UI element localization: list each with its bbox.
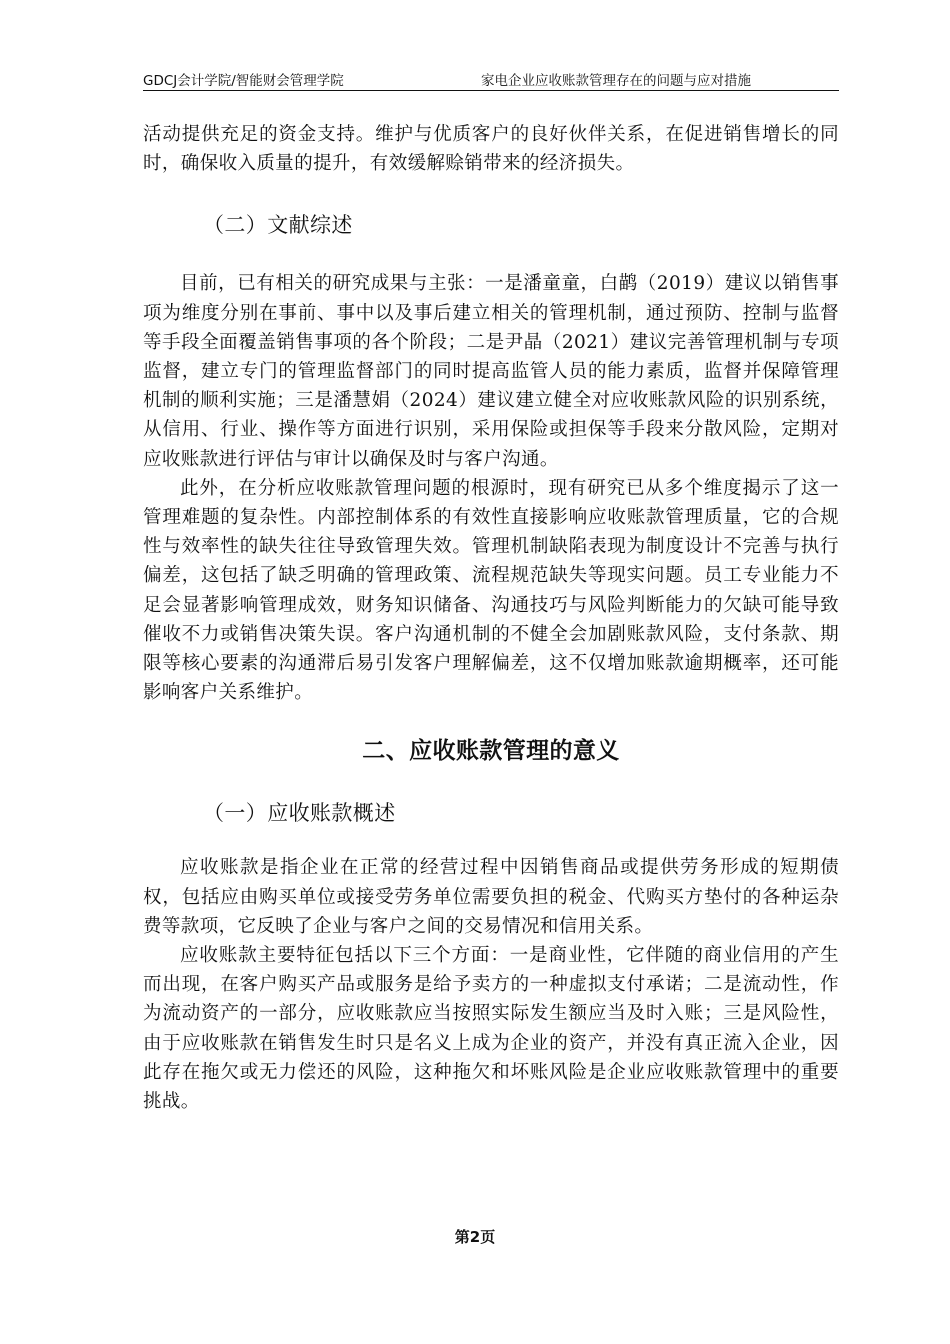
header-institution: GDCJ会计学院/智能财会管理学院 xyxy=(143,73,344,89)
running-header xyxy=(143,68,839,91)
continued-paragraph: 活动提供充足的资金支持。维护与优质客户的良好伙伴关系，在促进销售增长的同时，确保收入质量的提升，有效缓解赊销带来的经济损失。 xyxy=(143,124,839,175)
section-heading-literature-review: （二）文献综述 xyxy=(203,213,353,238)
header-thesis-title: 家电企业应收账款管理存在的问题与应对措施 xyxy=(481,73,751,89)
section-heading-overview: （一）应收账款概述 xyxy=(203,801,396,826)
chapter-heading: 二、应收账款管理的意义 xyxy=(362,738,620,765)
overview-paragraph-2: 应收账款主要特征包括以下三个方面：一是商业性，它伴随的商业信用的产生而出现，在客户购买产品或服务是给予卖方的一种虚拟支付承诺；二是流动性，作为流动资产的一部分，应收账款应当按照实际发生额应当及时入账；三是风险性，由于应收账款在销售发生时只是名义上成为企业的资产，并没有真正流入企业，因此存在拖欠或无力偿还的风险，这种拖欠和坏账风险是企业应收账款管理中的重要挑战。 xyxy=(143,945,839,1113)
overview-paragraph-1: 应收账款是指企业在正常的经营过程中因销售商品或提供劳务形成的短期债权，包括应由购买单位或接受劳务单位需要负担的税金、代购买方垫付的各种运杂费等款项，它反映了企业与客户之间的交易情况和信用关系。 xyxy=(143,857,839,937)
page-number: 第2页 xyxy=(454,1228,496,1246)
literature-paragraph-1: 目前，已有相关的研究成果与主张：一是潘童童，白鹋（2019）建议以销售事项为维度分别在事前、事中以及事后建立相关的管理机制，通过预防、控制与监督等手段全面覆盖销售事项的各个阶段；二是尹晶（2021）建议完善管理机制与专项监督，建立专门的管理监督部门的同时提高监管人员的能力素质，监督并保障管理机制的顺利实施；三是潘慧娟（2024）建议建立健全对应收账款风险的识别系统，从信用、行业、操作等方面进行识别，采用保险或担保等手段来分散风险，定期对应收账款进行评估与审计以确保及时与客户沟通。 xyxy=(143,273,839,470)
literature-paragraph-2: 此外，在分析应收账款管理问题的根源时，现有研究已从多个维度揭示了这一管理难题的复杂性。内部控制体系的有效性直接影响应收账款管理质量，它的合规性与效率性的缺失往往导致管理失效。管理机制缺陷表现为制度设计不完善与执行偏差，这包括了缺乏明确的管理政策、流程规范缺失等现实问题。员工专业能力不足会显著影响管理成效，财务知识储备、沟通技巧与风险判断能力的欠缺可能导致催收不力或销售决策失误。客户沟通机制的不健全会加剧账款风险，支付条款、期限等核心要素的沟通滞后易引发客户理解偏差，这不仅增加账款逾期概率，还可能影响客户关系维护。 xyxy=(143,477,839,704)
document-body xyxy=(143,120,839,1116)
